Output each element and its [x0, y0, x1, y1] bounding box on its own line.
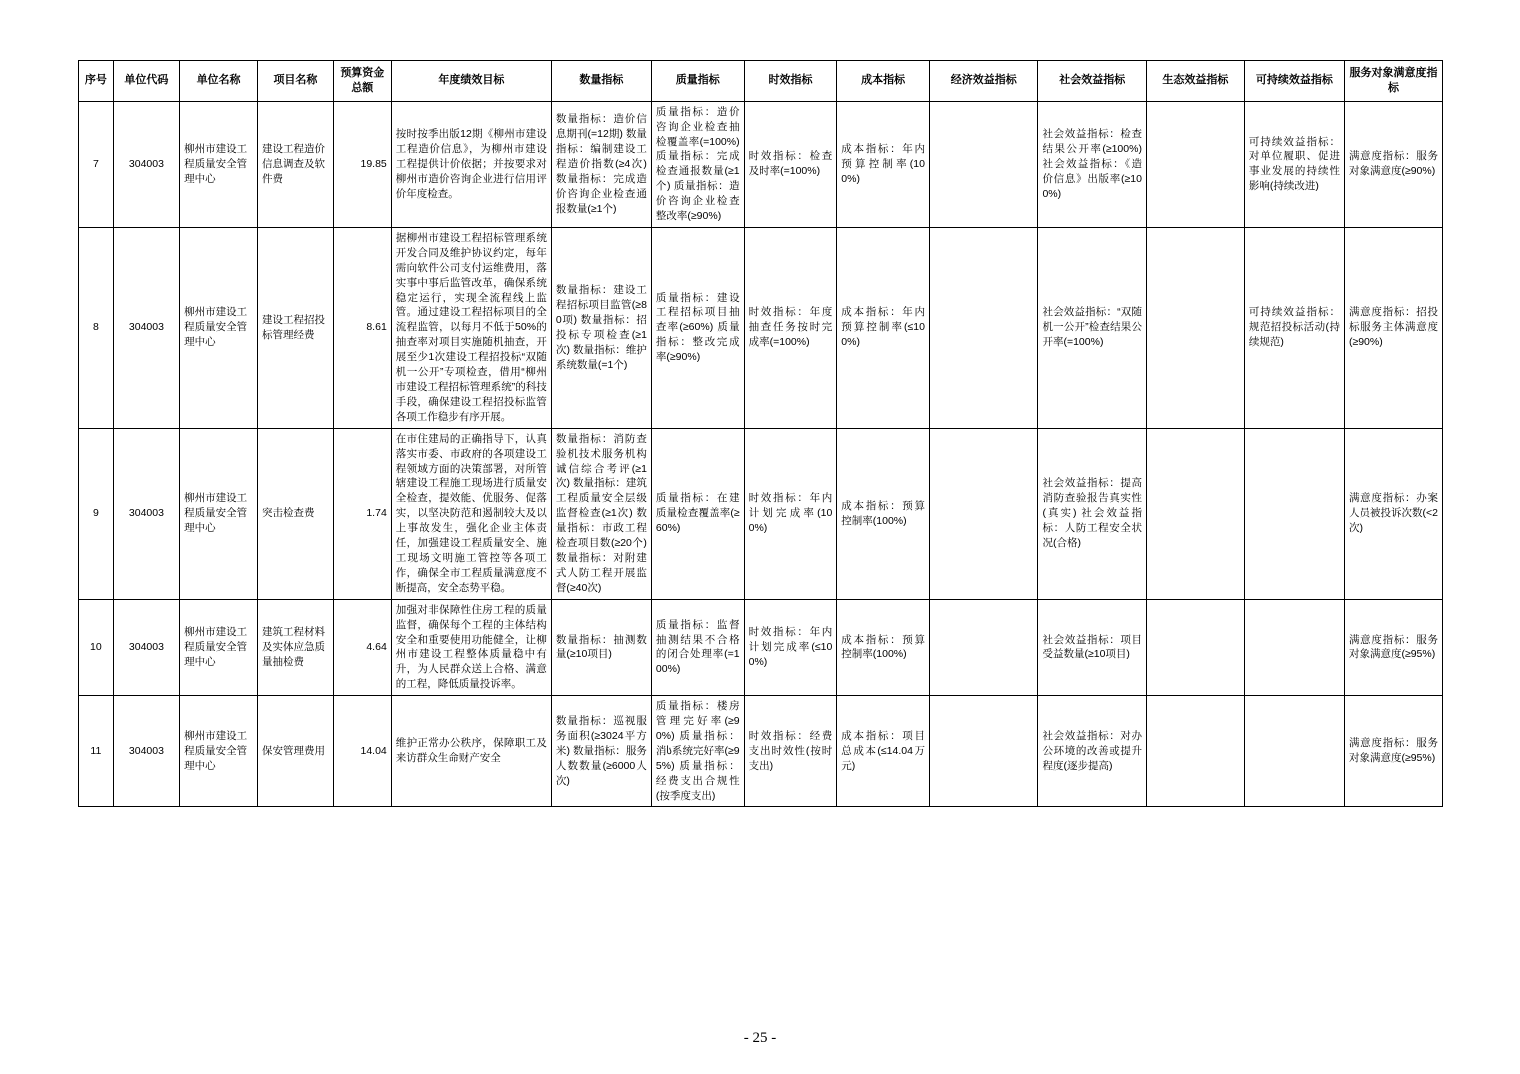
cell-seq: 10 [79, 599, 114, 695]
cell-timeliness-index: 时效指标：经费支出时效性(按时支出) [744, 696, 837, 807]
cell-economic-benefit-index [929, 428, 1037, 599]
cell-unit-code: 304003 [113, 696, 179, 807]
cell-unit-name: 柳州市建设工程质量安全管理中心 [180, 227, 258, 428]
cell-unit-code: 304003 [113, 227, 179, 428]
cell-annual-goal: 在市住建局的正确指导下，认真落实市委、市政府的各项建设工程领域方面的决策部署，对所管辖建设工程施工现场进行质量安全检查，提效能、优服务、促落实，以坚决防范和遏制较大及以上事故发生，强化企业主体责任，加强建设工程质量安全、施工现场文明施工管控等各项工作，确保全市工程质量满意度不断提高，安全态势平稳。 [391, 428, 551, 599]
cell-unit-name: 柳州市建设工程质量安全管理中心 [180, 428, 258, 599]
cell-quantity-index: 数量指标：造价信息期刊(=12期) 数量指标：编制建设工程造价指数(≥4次) 数量指标：完成造价咨询企业检查通报数量(≥1个) [551, 101, 651, 227]
cell-unit-code: 304003 [113, 599, 179, 695]
cell-timeliness-index: 时效指标：检查及时率(=100%) [744, 101, 837, 227]
cell-annual-goal: 据柳州市建设工程招标管理系统开发合同及维护协议约定，每年需向软件公司支付运维费用，落实事中事后监管改革，确保系统稳定运行，实现全流程线上监管。通过建设工程招标项目的全流程监管，以每月不低于50%的抽查率对项目实施随机抽查，开展至少1次建设工程招投标“双随机一公开”专项检查，借用“柳州市建设工程招标管理系统”的科技手段，确保建设工程招投标监管各项工作稳步有序开展。 [391, 227, 551, 428]
cell-satisfaction-index: 满意度指标：办案人员被投诉次数(<2次) [1344, 428, 1442, 599]
cell-cost-index: 成本指标：项目总成本(≤14.04万元) [837, 696, 930, 807]
cell-timeliness-index: 时效指标：年内计划完成率(100%) [744, 428, 837, 599]
cell-sustainable-benefit-index [1244, 599, 1344, 695]
cell-social-benefit-index: 社会效益指标：项目受益数量(≥10项目) [1038, 599, 1146, 695]
cell-project-name: 建筑工程材料及实体应急质量抽检费 [258, 599, 334, 695]
cell-social-benefit-index: 社会效益指标：“双随机一公开”检查结果公开率(=100%) [1038, 227, 1146, 428]
cell-economic-benefit-index [929, 599, 1037, 695]
cell-ecological-benefit-index [1146, 101, 1244, 227]
cell-budget-amount: 14.04 [333, 696, 391, 807]
performance-target-table [78, 60, 1443, 807]
cell-budget-amount: 8.61 [333, 227, 391, 428]
page-number: - 25 - [743, 1030, 777, 1046]
cell-unit-name: 柳州市建设工程质量安全管理中心 [180, 696, 258, 807]
cell-economic-benefit-index [929, 227, 1037, 428]
cell-sustainable-benefit-index [1244, 428, 1344, 599]
header-cost-index: 成本指标 [837, 61, 930, 102]
cell-quality-index: 质量指标：造价咨询企业检查抽检覆盖率(=100%) 质量指标：完成检查通报数量(≥1个) 质量指标：造价咨询企业检查整改率(≥90%) [651, 101, 744, 227]
cell-unit-code: 304003 [113, 428, 179, 599]
cell-annual-goal: 加强对非保障性住房工程的质量监督，确保每个工程的主体结构安全和重要使用功能健全，让柳州市建设工程整体质量稳中有升，为人民群众送上合格、满意的工程，降低质量投诉率。 [391, 599, 551, 695]
cell-sustainable-benefit-index: 可持续效益指标：对单位履职、促进事业发展的持续性影响(持续改进) [1244, 101, 1344, 227]
header-seq: 序号 [79, 61, 114, 102]
cell-seq: 11 [79, 696, 114, 807]
header-budget-amount: 预算资金总额 [333, 61, 391, 102]
header-quality-index: 质量指标 [651, 61, 744, 102]
cell-cost-index: 成本指标：预算控制率(100%) [837, 428, 930, 599]
cell-annual-goal: 维护正常办公秩序，保障职工及来访群众生命财产安全 [391, 696, 551, 807]
cell-satisfaction-index: 满意度指标：服务对象满意度(≥95%) [1344, 696, 1442, 807]
cell-quantity-index: 数量指标：抽测数量(≥10项目) [551, 599, 651, 695]
cell-budget-amount: 19.85 [333, 101, 391, 227]
header-ecological-benefit-index: 生态效益指标 [1146, 61, 1244, 102]
table-row [79, 428, 1443, 599]
cell-project-name: 突击检查费 [258, 428, 334, 599]
table-header-row [79, 61, 1443, 102]
cell-economic-benefit-index [929, 101, 1037, 227]
cell-unit-code: 304003 [113, 101, 179, 227]
cell-satisfaction-index: 满意度指标：招投标服务主体满意度(≥90%) [1344, 227, 1442, 428]
header-annual-goal: 年度绩效目标 [391, 61, 551, 102]
cell-project-name: 建设工程造价信息调查及软件费 [258, 101, 334, 227]
cell-annual-goal: 按时按季出版12期《柳州市建设工程造价信息》，为柳州市建设工程提供计价依据；并按要求对柳州市造价咨询企业进行信用评价年度检查。 [391, 101, 551, 227]
cell-quality-index: 质量指标：建设工程招标项目抽查率(≥60%) 质量指标：整改完成率(≥90%) [651, 227, 744, 428]
table-row [79, 599, 1443, 695]
table-row [79, 101, 1443, 227]
cell-ecological-benefit-index [1146, 428, 1244, 599]
header-sustainable-benefit-index: 可持续效益指标 [1244, 61, 1344, 102]
cell-timeliness-index: 时效指标：年内计划完成率(≤100%) [744, 599, 837, 695]
header-quantity-index: 数量指标 [551, 61, 651, 102]
header-timeliness-index: 时效指标 [744, 61, 837, 102]
cell-cost-index: 成本指标：预算控制率(100%) [837, 599, 930, 695]
cell-satisfaction-index: 满意度指标：服务对象满意度(≥95%) [1344, 599, 1442, 695]
cell-economic-benefit-index [929, 696, 1037, 807]
cell-unit-name: 柳州市建设工程质量安全管理中心 [180, 599, 258, 695]
cell-cost-index: 成本指标：年内预算控制率(≤100%) [837, 227, 930, 428]
header-economic-benefit-index: 经济效益指标 [929, 61, 1037, 102]
cell-ecological-benefit-index [1146, 227, 1244, 428]
cell-social-benefit-index: 社会效益指标：检查结果公开率(≥100%) 社会效益指标：《造价信息》出版率(≥100%) [1038, 101, 1146, 227]
cell-unit-name: 柳州市建设工程质量安全管理中心 [180, 101, 258, 227]
cell-social-benefit-index: 社会效益指标：对办公环境的改善或提升程度(逐步提高) [1038, 696, 1146, 807]
cell-quality-index: 质量指标：楼房管理完好率(≥90%) 质量指标：消ს系统完好率(≥95%) 质量指标：经费支出合规性(按季度支出) [651, 696, 744, 807]
cell-timeliness-index: 时效指标：年度抽查任务按时完成率(=100%) [744, 227, 837, 428]
cell-budget-amount: 1.74 [333, 428, 391, 599]
cell-project-name: 建设工程招投标管理经费 [258, 227, 334, 428]
cell-quantity-index: 数量指标：巡视服务面积(≥3024平方米) 数量指标：服务人数数量(≥6000人次) [551, 696, 651, 807]
cell-cost-index: 成本指标：年内预算控制率(100%) [837, 101, 930, 227]
cell-budget-amount: 4.64 [333, 599, 391, 695]
header-satisfaction-index: 服务对象满意度指标 [1344, 61, 1442, 102]
header-unit-name: 单位名称 [180, 61, 258, 102]
header-unit-code: 单位代码 [113, 61, 179, 102]
cell-quality-index: 质量指标：在建质量检查覆盖率(≥60%) [651, 428, 744, 599]
header-social-benefit-index: 社会效益指标 [1038, 61, 1146, 102]
cell-sustainable-benefit-index: 可持续效益指标：规范招投标活动(持续规范) [1244, 227, 1344, 428]
cell-quality-index: 质量指标：监督抽测结果不合格的闭合处理率(=100%) [651, 599, 744, 695]
cell-sustainable-benefit-index [1244, 696, 1344, 807]
cell-seq: 7 [79, 101, 114, 227]
cell-satisfaction-index: 满意度指标：服务对象满意度(≥90%) [1344, 101, 1442, 227]
header-project-name: 项目名称 [258, 61, 334, 102]
cell-quantity-index: 数量指标：消防查验机技术服务机构诚信综合考评(≥1次) 数量指标：建筑工程质量安全层级监督检查(≥1次) 数量指标：市政工程检查项目数(≥20个) 数量指标：对附建式人防工程开展监督(≥40次) [551, 428, 651, 599]
table-row [79, 227, 1443, 428]
cell-seq: 9 [79, 428, 114, 599]
cell-seq: 8 [79, 227, 114, 428]
cell-ecological-benefit-index [1146, 599, 1244, 695]
table-row [79, 696, 1443, 807]
cell-social-benefit-index: 社会效益指标：提高消防查验报告真实性(真实) 社会效益指标：人防工程安全状况(合格) [1038, 428, 1146, 599]
cell-ecological-benefit-index [1146, 696, 1244, 807]
cell-quantity-index: 数量指标：建设工程招标项目监管(≥80项) 数量指标：招投标专项检查(≥1次) 数量指标：维护系统数量(=1个) [551, 227, 651, 428]
cell-project-name: 保安管理费用 [258, 696, 334, 807]
